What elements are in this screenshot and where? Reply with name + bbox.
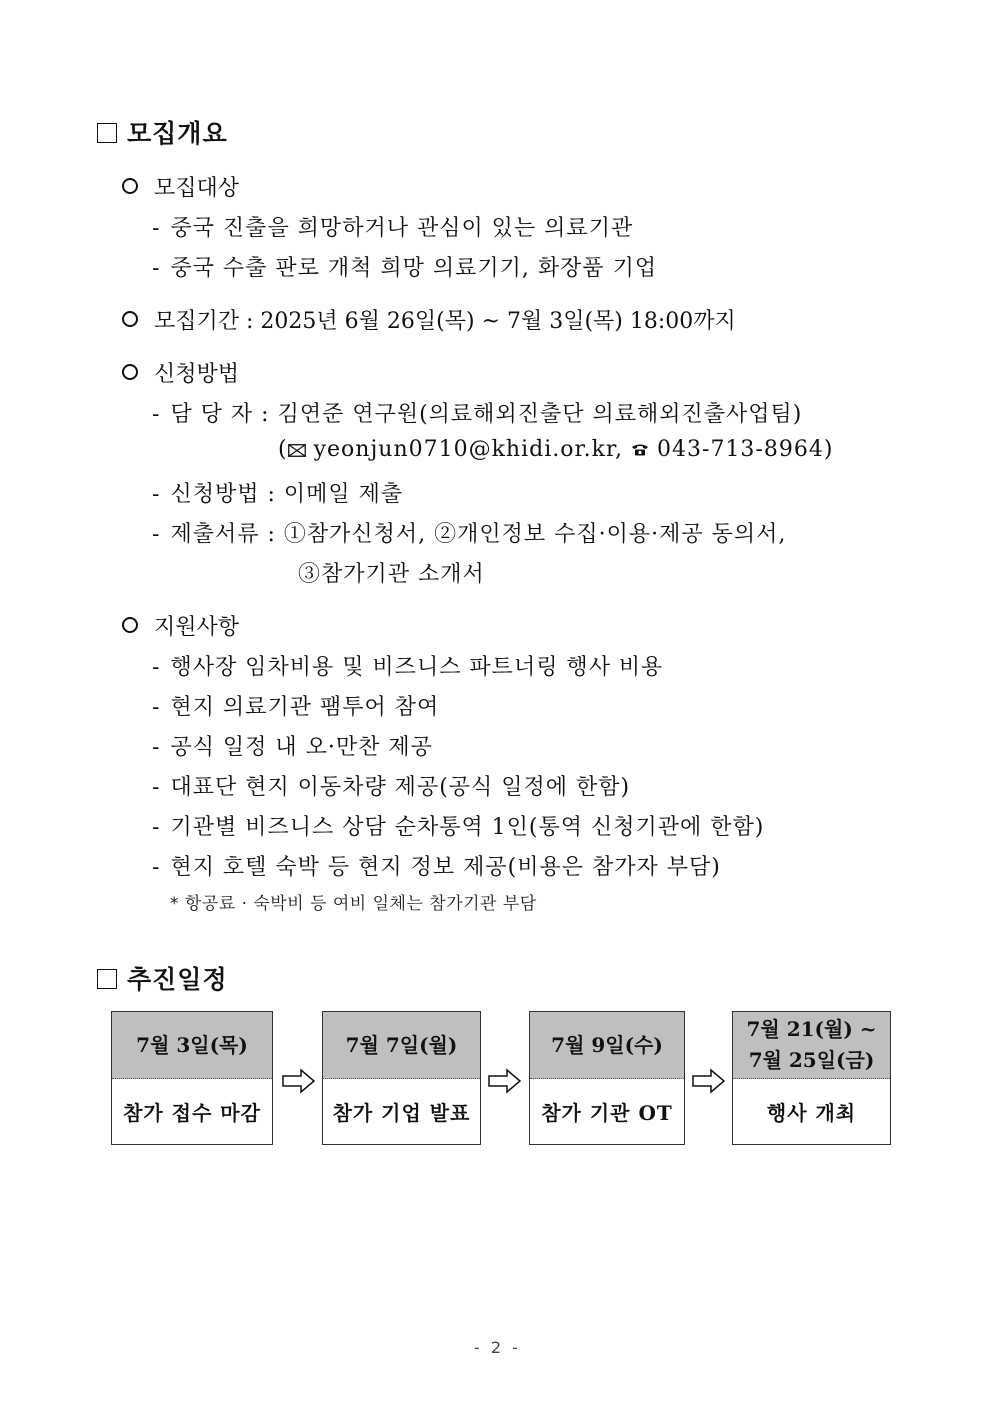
bullet-apply: [122, 357, 239, 388]
contact-detail-line: ( yeonjun0710@khidi.or.kr, 043-713-8964): [278, 437, 834, 462]
list-item: - 대표단 현지 이동차량 제공(공식 일정에 한함): [152, 775, 631, 800]
list-item-text: 현지 의료기관 팸투어 참여: [170, 695, 440, 720]
envelope-icon: [288, 444, 306, 457]
circle-bullet-icon: [122, 178, 138, 194]
list-item: - 행사장 임차비용 및 비즈니스 파트너링 행사 비용: [152, 655, 664, 680]
docs-value: ③참가기관 소개서: [298, 562, 485, 587]
list-item-text: 공식 일정 내 오·만찬 제공: [170, 735, 433, 760]
bullet-title: 지원사항: [154, 615, 240, 640]
list-item: - 공식 일정 내 오·만찬 제공: [152, 735, 433, 760]
method-label: 신청방법 :: [170, 482, 276, 507]
list-item: - 현지 호텔 숙박 등 현지 정보 제공(비용은 참가자 부담): [152, 855, 721, 880]
schedule-step: [732, 1011, 891, 1145]
bullet-period: [122, 304, 736, 335]
section-heading-schedule: [97, 960, 228, 996]
list-item-text: 대표단 현지 이동차량 제공(공식 일정에 한함): [170, 775, 631, 800]
right-arrow-icon: [488, 1068, 522, 1094]
schedule-step: [111, 1011, 273, 1145]
contact-phone: 043-713-8964): [657, 437, 834, 462]
contact-line: - 담 당 자 : 김연준 연구원(의료해외진출단 의료해외진출사업팀): [152, 402, 803, 427]
contact-value: 김연준 연구원(의료해외진출단 의료해외진출사업팀): [277, 402, 803, 427]
list-item-text: 행사장 임차비용 및 비즈니스 파트너링 행사 비용: [170, 655, 664, 680]
circle-bullet-icon: [122, 617, 138, 633]
docs-line-continued: [298, 557, 485, 588]
list-item: - 중국 수출 판로 개척 희망 의료기기, 화장품 기업: [152, 256, 658, 281]
bullet-target: [122, 171, 239, 202]
step-date: 7월 21(월) ~ 7월 25일(금): [733, 1012, 890, 1079]
step-label: 참가 기업 발표: [332, 1101, 471, 1125]
list-item: - 기관별 비즈니스 상담 순차통역 1인(통역 신청기관에 한함): [152, 815, 765, 840]
list-item: - 현지 의료기관 팸투어 참여: [152, 695, 440, 720]
square-bullet-icon: [97, 123, 117, 143]
list-item-text: 기관별 비즈니스 상담 순차통역 1인(통역 신청기관에 한함): [170, 815, 765, 840]
docs-line: - 제출서류 : ①참가신청서, ②개인정보 수집·이용·제공 동의서,: [152, 522, 787, 547]
step-label: 행사 개최: [766, 1101, 857, 1125]
docs-value: ①참가신청서, ②개인정보 수집·이용·제공 동의서,: [283, 522, 787, 547]
docs-label: 제출서류 :: [170, 522, 276, 547]
step-date: 7월 7일(월): [323, 1012, 480, 1079]
section-heading-text: 추진일정: [127, 965, 228, 994]
step-label: 참가 접수 마감: [123, 1101, 261, 1125]
square-bullet-icon: [97, 969, 117, 989]
schedule-step: [322, 1011, 481, 1145]
bullet-title: 모집기간 : 2025년 6월 26일(목) ~ 7월 3일(목) 18:00까지: [154, 309, 736, 334]
circle-bullet-icon: [122, 311, 138, 327]
step-date: 7월 3일(목): [112, 1012, 272, 1079]
support-note: * 항공료 · 숙박비 등 여비 일체는 참가기관 부담: [170, 894, 537, 914]
method-value: 이메일 제출: [283, 482, 404, 507]
bullet-title: 신청방법: [154, 362, 240, 387]
page-number: - 2 -: [474, 1338, 521, 1357]
list-item-text: 현지 호텔 숙박 등 현지 정보 제공(비용은 참가자 부담): [170, 855, 721, 880]
circle-bullet-icon: [122, 364, 138, 380]
contact-email: yeonjun0710@khidi.or.kr,: [313, 437, 624, 462]
schedule-step: [529, 1011, 685, 1145]
contact-label: 담 당 자 :: [170, 402, 270, 427]
step-label: 참가 기관 OT: [541, 1101, 673, 1125]
list-item-text: 중국 진출을 희망하거나 관심이 있는 의료기관: [170, 216, 634, 241]
bullet-support: [122, 610, 239, 641]
step-date: 7월 9일(수): [530, 1012, 684, 1079]
list-item-text: 중국 수출 판로 개척 희망 의료기기, 화장품 기업: [170, 256, 658, 281]
list-item: - 중국 진출을 희망하거나 관심이 있는 의료기관: [152, 216, 634, 241]
bullet-title: 모집대상: [154, 176, 240, 201]
method-line: - 신청방법 : 이메일 제출: [152, 482, 404, 507]
section-heading-text: 모집개요: [127, 119, 228, 148]
right-arrow-icon: [692, 1068, 726, 1094]
telephone-icon: [631, 443, 649, 456]
right-arrow-icon: [282, 1068, 316, 1094]
section-heading-recruit: [97, 114, 228, 150]
